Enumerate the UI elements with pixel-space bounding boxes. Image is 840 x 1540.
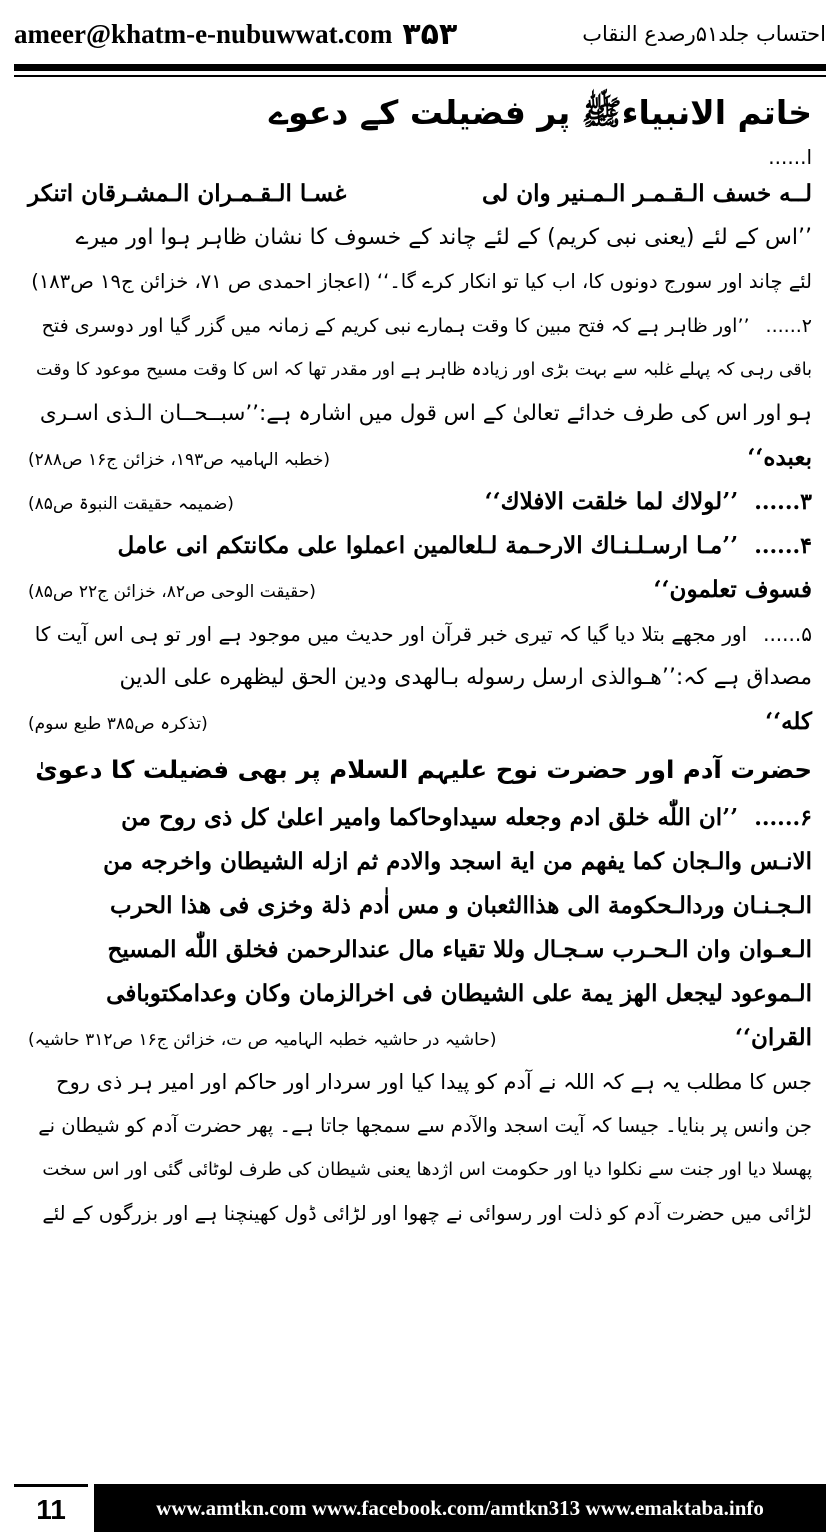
item-2-line xyxy=(28,304,812,348)
header-email: ameer@khatm-e-nubuwwat.com xyxy=(14,18,393,49)
arabic-text: بعبده‘‘ xyxy=(747,444,812,471)
urdu-text: اور مجھے بتلا دیا گیا کہ تیری خبر قرآن اور حدیث میں موجود ہے اور تو ہی اس آیت کا xyxy=(34,622,748,646)
arabic-line: الـعـوان وان الـحـرب سـجـال وللا تقیاء مال عندالرحمن فخلق اللّٰه المسیح xyxy=(107,936,812,963)
page-header xyxy=(14,8,826,60)
footer-links[interactable]: www.amtkn.com www.facebook.com/amtkn313 www.emaktaba.info xyxy=(94,1484,826,1532)
arabic-verse-1 xyxy=(28,172,812,216)
explanation-line: لڑائی میں حضرت آدم کو ذلت اور رسوائی نے چھوا اور لڑائی ڈول کھینچنا ہے اور بزرگوں کے لئے xyxy=(42,1202,812,1225)
arabic-text: کله‘‘ xyxy=(765,708,812,735)
item-6-line xyxy=(28,796,812,840)
item-5-number: ۵...... xyxy=(763,622,812,646)
reference: (حقیقت الوحی ص۸۲، خزائن ج۲۲ ص۸۵) xyxy=(28,582,316,602)
verse-1-left: غسـا الـقـمـران الـمشـرقان اتنکر xyxy=(28,180,347,207)
page-body xyxy=(28,84,812,1236)
arabic-text: فسوف تعلمون‘‘ xyxy=(653,576,812,603)
item-2-reference-line xyxy=(28,436,812,480)
explanation-line: پھسلا دیا اور جنت سے نکلوا دیا اور حکومت اس اژدھا یعنی شیطان کی طرف لوٹائی گئی اور اس سخت xyxy=(42,1159,812,1180)
explanation-line: جس کا مطلب یہ ہے کہ اللہ نے آدم کو پیدا کیا اور سردار اور حاکم اور امیر ہر ذی روح xyxy=(56,1070,812,1094)
urdu-line: ’’اس کے لئے (یعنی نبی کریم) کے لئے چاند کے خسوف کا نشان ظاہر ہوا اور میرے xyxy=(75,225,812,250)
arabic-line: الـموعود لیجعل الهز یمة علی الشیطان فی اخرالزمان وکان وعدامکتوبافی xyxy=(106,980,812,1007)
item-3-text xyxy=(485,480,812,524)
urdu-line: باقی رہی کہ پہلے غلبہ سے بہت بڑی اور زیادہ ظاہر ہے اور مقدر تھا کہ اس کا وقت مسیح موعود کا وقت xyxy=(36,360,812,380)
reference: (تذکرہ ص۳۸۵ طبع سوم) xyxy=(28,714,208,734)
arabic-line: الـجـنـان وردالـحکومة الی هذاالثعبان و مس اٰدم ذلة وخزی فی هذا الحرب xyxy=(109,892,812,919)
reference: (حاشیہ در حاشیہ خطبہ الہامیہ ص ت، خزائن ج۱۶ ص۳۱۲ حاشیہ) xyxy=(28,1030,497,1050)
item-6-reference-line xyxy=(28,1016,812,1060)
item-3-number: ۳...... xyxy=(754,489,812,515)
item-6-number: ۶...... xyxy=(754,805,812,831)
header-rule-thick xyxy=(14,64,826,71)
page-footer xyxy=(14,1484,826,1532)
header-page-number: ۳۵۳ xyxy=(402,16,458,52)
item-3-line xyxy=(28,480,812,524)
header-left xyxy=(14,17,457,52)
item-4-number: ۴...... xyxy=(754,533,812,559)
item-4-line xyxy=(28,524,812,568)
urdu-text: ’’اور ظاہر ہے کہ فتح مبین کا وقت ہمارے نبی کریم کے زمانہ میں گزر گیا اور دوسری فتح xyxy=(41,315,750,337)
item-2-number: ۲...... xyxy=(765,315,812,337)
urdu-line: لئے چاند اور سورج دونوں کا، اب کیا تو انکار کرے گا۔‘‘ (اعجاز احمدی ص ۷۱، خزائن ج۱۹ ص۱۸۳) xyxy=(31,270,812,293)
reference: (خطبہ الہامیہ ص۱۹۳، خزائن ج۱۶ ص۲۸۸) xyxy=(28,450,331,470)
section-heading: خاتم الانبیاءﷺ پر فضیلت کے دعوے xyxy=(268,93,812,132)
reference: (ضمیمہ حقیقت النبوۃ ص۸۵) xyxy=(28,494,234,514)
sub-heading: حضرت آدم اور حضرت نوح علیہم السلام پر بھی فضیلت کا دعویٰ xyxy=(35,755,812,784)
footer-page-index: 11 xyxy=(14,1484,88,1532)
arabic-line: الانـس والـجان کما یفهم من ایة اسجد والادم ثم ازله الشیطان واخرجه من xyxy=(103,848,812,875)
urdu-line: مصداق ہے کہ:’’هـوالذی ارسل رسوله بـالهدی ودین الحق لیظهره علی الدین xyxy=(119,665,812,690)
arabic-text: القران‘‘ xyxy=(734,1024,812,1051)
urdu-line: ہو اور اس کی طرف خدائے تعالیٰ کے اس قول میں اشارہ ہے:’’سبــحــان الـذی اسـری xyxy=(39,401,812,426)
verse-1-right: لــه خسف الـقـمـر الـمـنیر وان لی xyxy=(482,180,812,207)
item-5-reference-line xyxy=(28,700,812,744)
item-4-reference-line xyxy=(28,568,812,612)
header-book-title: احتساب جلد۵۱رصدع النقاب xyxy=(582,22,826,46)
item-1-number: ا...... xyxy=(768,145,812,169)
explanation-line: جن وانس پر بنایا۔ جیسا کہ آیت اسجد والآدم سے سمجھا جاتا ہے۔ پھر حضرت آدم کو شیطان نے xyxy=(38,1114,812,1137)
header-rule-thin xyxy=(14,75,826,77)
arabic-text: ’’لولاك لما خلقت الافلاك‘‘ xyxy=(484,488,739,515)
arabic-text: ’’ان اللّٰه خلق ادم وجعله سیداوحاکما وامیر اعلیٰ کل ذی روح من xyxy=(121,804,739,831)
arabic-text: ’’مـا ارسـلـنـاك الارحـمة لـلعالمین اعملوا علی مکانتکم انی عامل xyxy=(117,532,739,559)
item-5-line xyxy=(28,612,812,656)
